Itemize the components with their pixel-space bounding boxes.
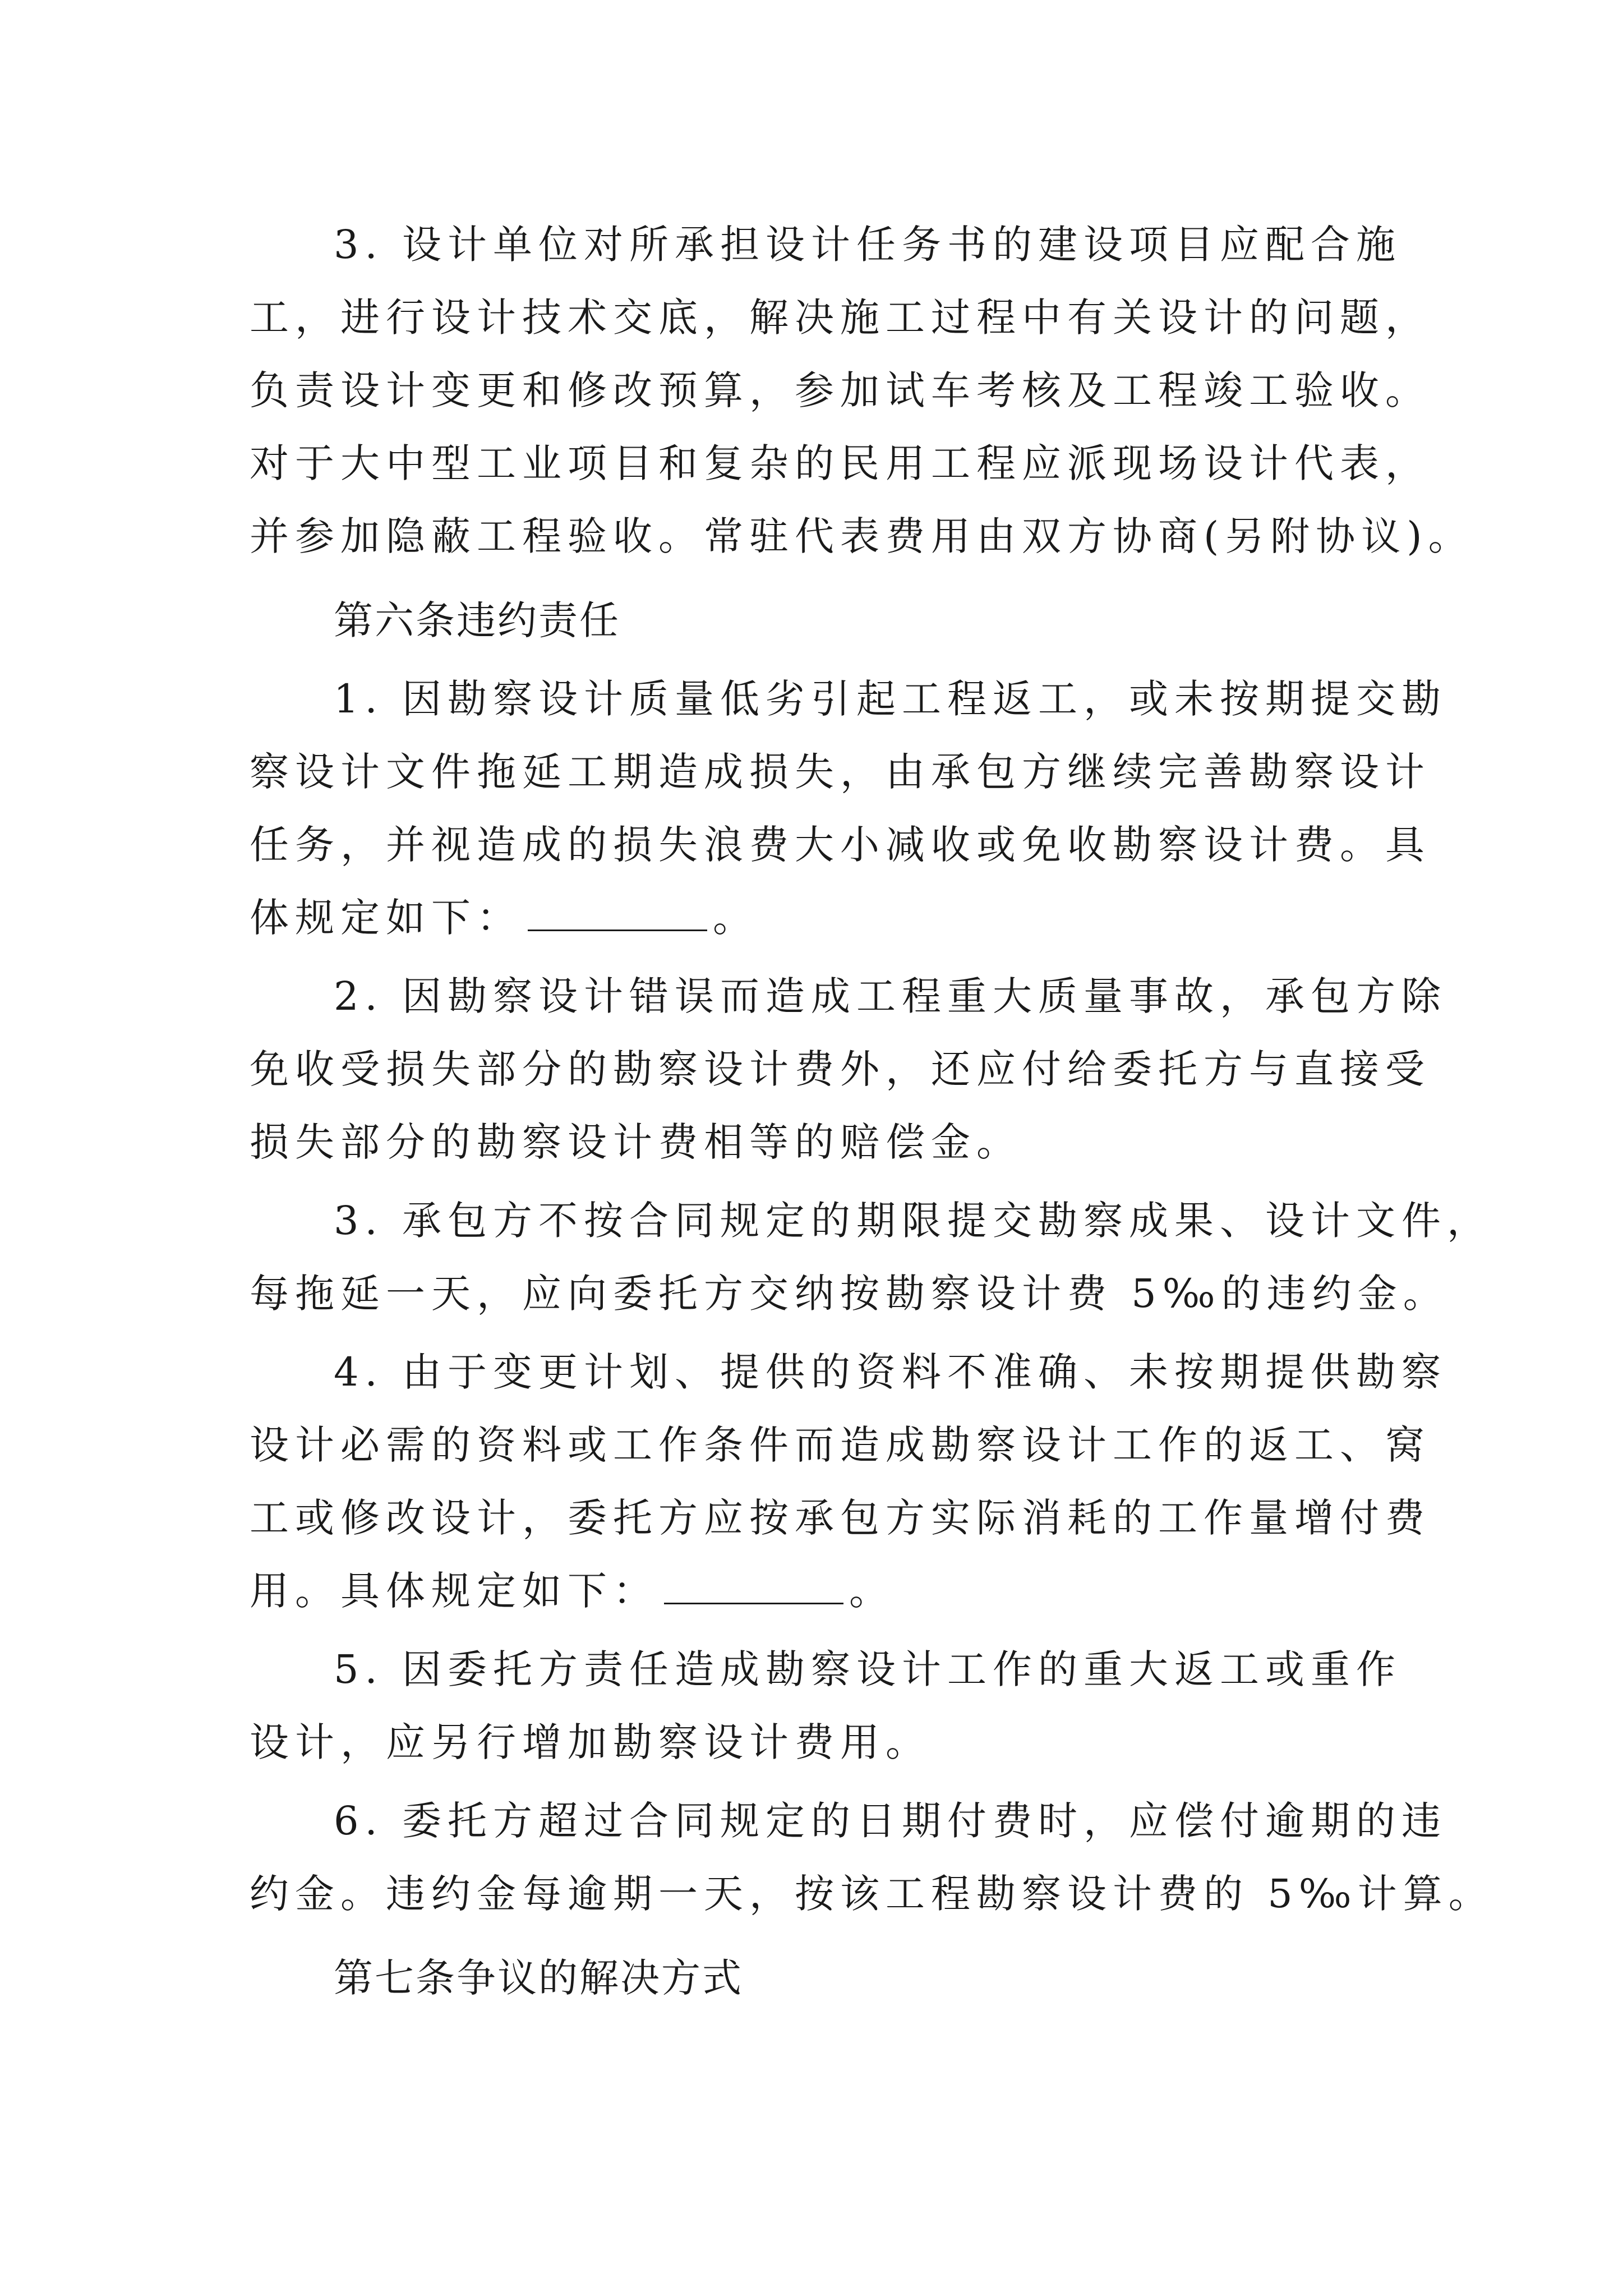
para-line: 1. 因勘察设计质量低劣引起工程返工，或未按期提交勘 — [334, 676, 1447, 722]
para-text: 体规定如下： — [250, 895, 522, 941]
para-line: 并参加隐蔽工程验收。常驻代表费用由双方协商(另附协议)。 — [250, 513, 1474, 559]
para-text: 。 — [713, 895, 758, 941]
fill-in-blank — [528, 897, 707, 931]
para-line: 工或修改设计，委托方应按承包方实际消耗的工作量增付费 — [250, 1495, 1431, 1541]
para-line: 约金。违约金每逾期一天，按该工程勘察设计费的 5‰计算。 — [250, 1871, 1494, 1917]
para-line: 察设计文件拖延工期造成损失，由承包方继续完善勘察设计 — [250, 749, 1431, 795]
para-line — [250, 894, 758, 941]
para-line: 6. 委托方超过合同规定的日期付费时，应偿付逾期的违 — [334, 1798, 1447, 1844]
para-line: 免收受损失部分的勘察设计费外，还应付给委托方与直接受 — [250, 1046, 1431, 1092]
para-line: 工，进行设计技术交底，解决施工过程中有关设计的问题， — [250, 295, 1431, 341]
para-text: 。 — [849, 1568, 895, 1614]
para-line: 设计，应另行增加勘察设计费用。 — [250, 1719, 931, 1765]
fill-in-blank — [664, 1570, 843, 1604]
para-line: 2. 因勘察设计错误而造成工程重大质量事故，承包方除 — [334, 973, 1447, 1019]
para-line: 3. 设计单位对所承担设计任务书的建设项目应配合施 — [334, 222, 1402, 268]
para-line: 每拖延一天，应向委托方交纳按勘察设计费 5‰的违约金。 — [250, 1271, 1449, 1317]
article-heading: 第六条违约责任 — [334, 597, 620, 643]
para-line: 3. 承包方不按合同规定的期限提交勘察成果、设计文件， — [334, 1198, 1493, 1244]
para-line: 5. 因委托方责任造成勘察设计工作的重大返工或重作 — [334, 1646, 1402, 1692]
para-line: 损失部分的勘察设计费相等的赔偿金。 — [250, 1119, 1022, 1165]
para-line: 4. 由于变更计划、提供的资料不准确、未按期提供勘察 — [334, 1349, 1447, 1395]
para-line: 设计必需的资料或工作条件而造成勘察设计工作的返工、窝 — [250, 1422, 1431, 1468]
article-heading: 第七条争议的解决方式 — [334, 1955, 743, 2001]
para-text: 用。具体规定如下： — [250, 1568, 658, 1614]
para-line: 对于大中型工业项目和复杂的民用工程应派现场设计代表， — [250, 440, 1431, 486]
para-line: 任务，并视造成的损失浪费大小减收或免收勘察设计费。具 — [250, 822, 1431, 868]
para-line: 负责设计变更和修改预算，参加试车考核及工程竣工验收。 — [250, 367, 1431, 413]
para-line — [250, 1567, 895, 1614]
